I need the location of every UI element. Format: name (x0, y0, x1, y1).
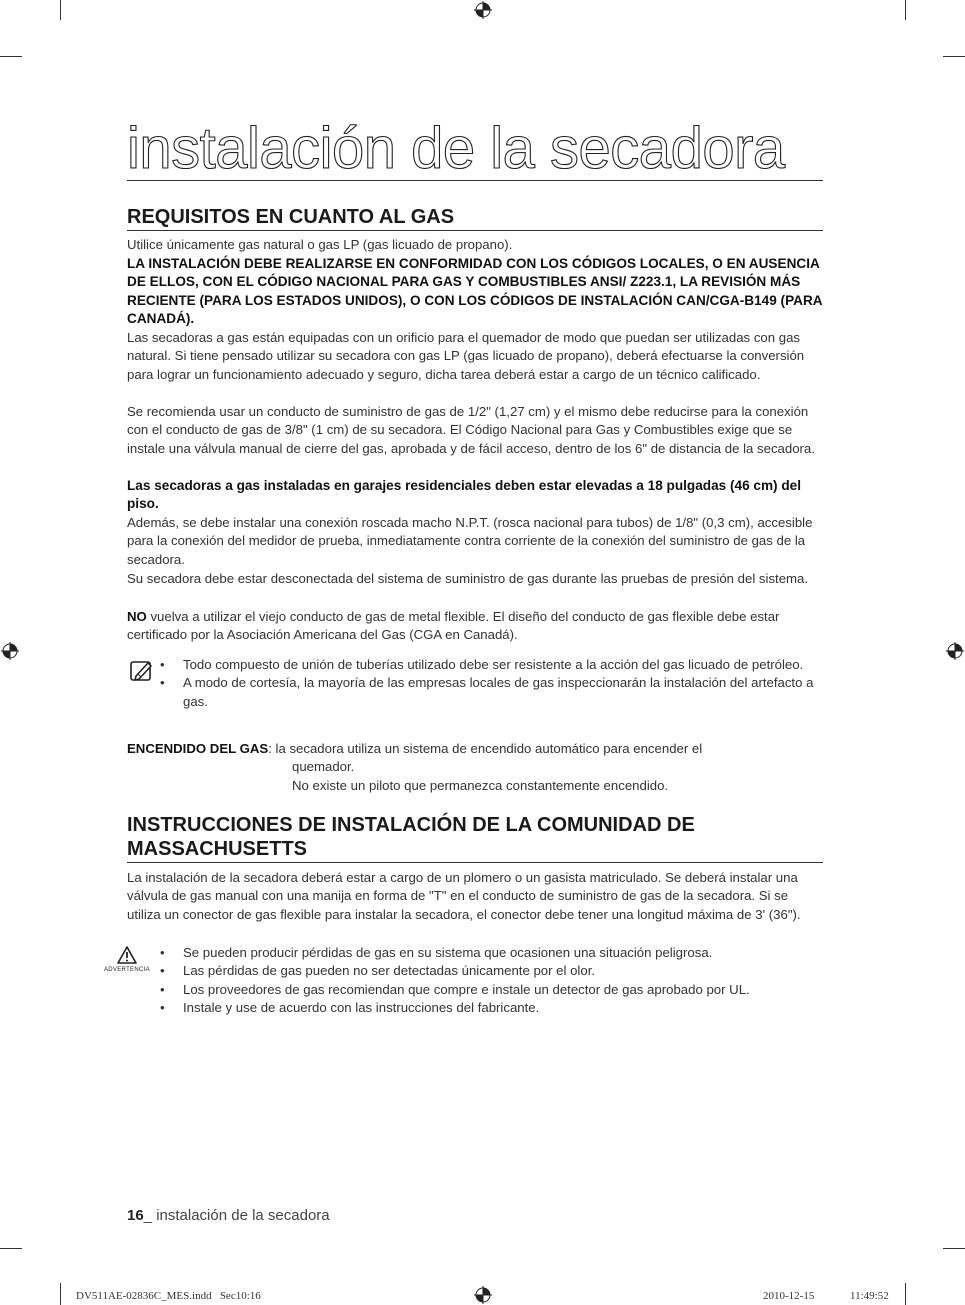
crop-mark (0, 56, 22, 57)
crop-mark (943, 56, 965, 57)
gas-ignition-text: quemador. (292, 759, 355, 775)
crop-mark (60, 1283, 61, 1305)
gas-ignition-text: No existe un piloto que permanezca constantemente encendido. (292, 777, 669, 793)
crop-mark (60, 0, 61, 20)
paragraph-text: vuelva a utilizar el viejo conducto de gas de metal flexible. El diseño del conducto de gas flexible debe estar certificado por la Asociación Americana del Gas (CGA en Canadá). (127, 609, 780, 643)
crop-mark (0, 1248, 22, 1249)
section-heading-gas-requirements: REQUISITOS EN CUANTO AL GAS (127, 205, 823, 231)
paragraph: Su secadora debe estar desconectada del sistema de suministro de gas durante las pruebas de presión del sistema. (127, 571, 809, 586)
list-item: • Las pérdidas de gas pueden no ser detectadas únicamente por el olor. (127, 962, 823, 980)
section-heading-massachusetts (127, 813, 823, 863)
paragraph (127, 608, 823, 645)
print-slug-file: DV511AE-02836C_MES.indd Sec10:16 (76, 1290, 261, 1302)
list-item: • Instale y use de acuerdo con las instrucciones del fabricante. (127, 999, 823, 1017)
registration-mark-icon (946, 642, 964, 660)
warning-label: ADVERTENCIA (104, 967, 150, 973)
crop-mark (905, 1283, 906, 1305)
gas-ignition-label: ENCENDIDO DEL GAS (127, 741, 269, 756)
registration-mark-icon (474, 1286, 492, 1304)
gas-ignition-text: : la secadora utiliza un sistema de encendido automático para encender el (268, 741, 703, 756)
crop-mark (905, 0, 906, 20)
crop-mark (943, 1248, 965, 1249)
page-title: instalación de la secadora (127, 120, 823, 181)
print-slug-date: 2010-12-15 (763, 1290, 815, 1302)
registration-mark-icon (1, 642, 19, 660)
note-list (127, 656, 823, 711)
paragraph: Además, se debe instalar una conexión roscada macho N.P.T. (rosca nacional para tubos) de 1/8" (0,3 cm), accesible para la conexión del medidor de prueba, inmediatamente contra corriente de la conexión del suministro de gas de la secadora. (127, 515, 813, 567)
paragraph: La instalación de la secadora deberá estar a cargo de un plomero o un gasista matriculado. Se deberá instalar una válvula de gas manual con una manija en forma de "T" en el conducto de suministro de gas de la secadora. Si se utiliza un conector de gas flexible para instalar la secadora, el conector debe tener una longitud máxima de 3' (36"). (127, 870, 801, 922)
print-slug-time: 11:49:52 (850, 1290, 889, 1302)
list-item: • A modo de cortesía, la mayoría de las empresas locales de gas inspeccionarán la instalación del artefacto a gas. (127, 674, 823, 711)
paragraph-code-requirements: LA INSTALACIÓN DEBE REALIZARSE EN CONFORMIDAD CON LOS CÓDIGOS LOCALES, O EN AUSENCIA DE ELLOS, CON EL CÓDIGO NACIONAL PARA GAS Y COMBUSTIBLES ANSI/ Z223.1, LA REVISIÓN MÁS RECIENTE (PARA LOS ESTADOS UNIDOS), O CON LOS CÓDIGOS DE INSTALACIÓN CAN/CGA-B149 (PARA CANADÁ). (127, 256, 823, 327)
list-item: • Los proveedores de gas recomiendan que compre e instale un detector de gas aprobado por UL. (127, 981, 823, 999)
page-number: 16 (127, 1207, 144, 1224)
paragraph: Utilice únicamente gas natural o gas LP (gas licuado de propano). (127, 237, 513, 252)
heading-line: MASSACHUSETTS (127, 838, 308, 860)
page-footer (127, 1207, 330, 1224)
emphasis-no: NO (127, 609, 147, 624)
paragraph: Se recomienda usar un conducto de suministro de gas de 1/2" (1,27 cm) y el mismo debe reducirse para la conexión con el conducto de gas de 3/8" (1 cm) de su secadora. El Código Nacional para Gas y Combustibles exige que se instale una válvula manual de cierre del gas, aprobada y de fácil acceso, dentro de los 6" de distancia de la secadora. (127, 404, 815, 456)
list-item: • Se pueden producir pérdidas de gas en su sistema que ocasionen una situación peligrosa. (127, 944, 823, 962)
list-item: • Todo compuesto de unión de tuberías utilizado debe ser resistente a la acción del gas licuado de petróleo. (127, 656, 823, 674)
heading-line: INSTRUCCIONES DE INSTALACIÓN DE LA COMUNIDAD DE (127, 814, 695, 836)
footer-label: _ instalación de la secadora (143, 1207, 330, 1224)
paragraph: Las secadoras a gas están equipadas con un orificio para el quemador de modo que puedan ser utilizadas con gas natural. Si tiene pensado utilizar su secadora con gas LP (gas licuado de propano), deberá efectuarse la conversión para lograr un funcionamiento adecuado y seguro, dicha tarea deberá estar a cargo de un técnico calificado. (127, 330, 805, 382)
registration-mark-icon (474, 1, 492, 19)
gas-ignition-block (127, 740, 823, 795)
warning-list (127, 944, 823, 1018)
paragraph-garage-warning: Las secadoras a gas instaladas en garajes residenciales deben estar elevadas a 18 pulgadas (46 cm) del piso. (127, 478, 801, 512)
